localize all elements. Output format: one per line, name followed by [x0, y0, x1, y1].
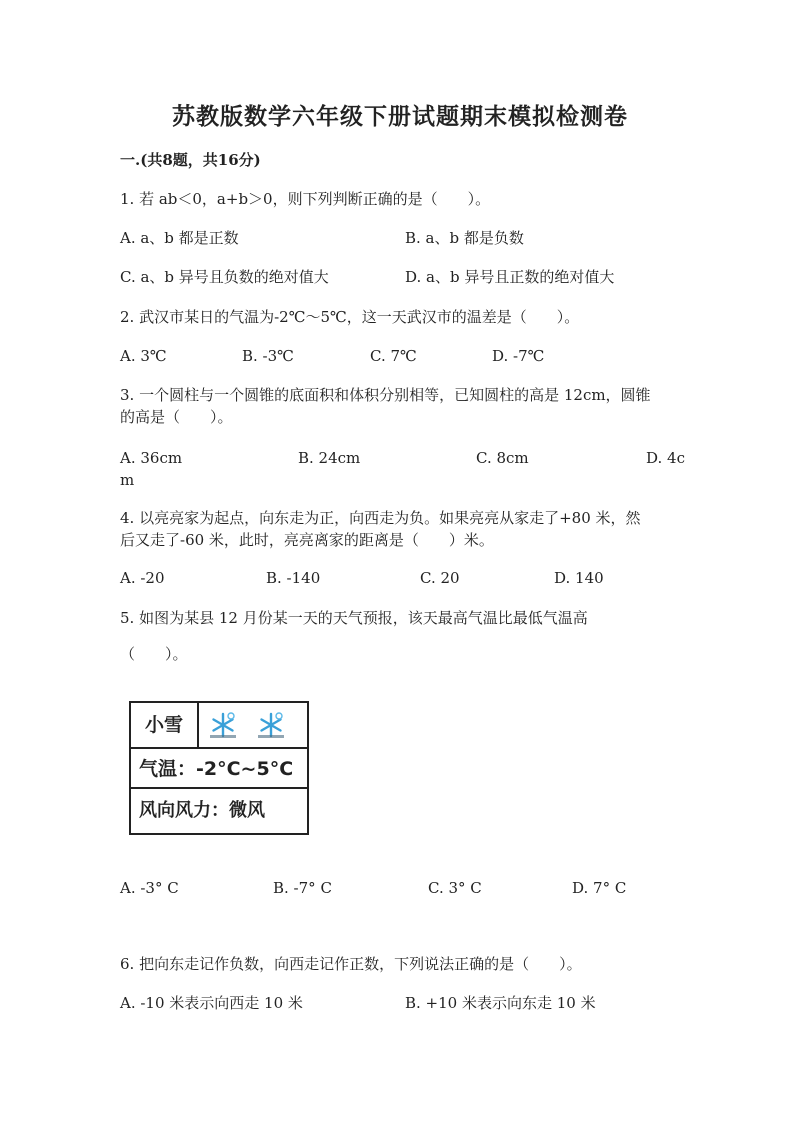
q2-option-c: C. 7℃ — [370, 347, 417, 365]
question-3-line-2: 的高是（ ）。 — [120, 408, 233, 426]
q1-option-a: A. a、b 都是正数 — [120, 229, 239, 247]
q5-option-b: B. -7° C — [273, 879, 332, 897]
question-6: 6. 把向东走记作负数，向西走记作正数，下列说法正确的是（ ）。 — [120, 955, 582, 973]
q5-option-c: C. 3° C — [428, 879, 482, 897]
q2-option-d: D. -7℃ — [492, 347, 545, 365]
q1-option-b: B. a、b 都是负数 — [405, 229, 524, 247]
question-1: 1. 若 ab＜0，a+b＞0，则下列判断正确的是（ ）。 — [120, 190, 491, 208]
question-5-line-2: （ ）。 — [120, 645, 188, 663]
q3-option-b: B. 24cm — [298, 449, 361, 467]
q1-option-c: C. a、b 异号且负数的绝对值大 — [120, 268, 329, 286]
weather-label: 小雪 — [131, 703, 199, 747]
weather-row — [131, 703, 307, 749]
q5-option-d: D. 7° C — [572, 879, 627, 897]
q5-option-a: A. -3° C — [120, 879, 179, 897]
q3-option-a: A. 36cm — [120, 449, 183, 467]
q2-option-b: B. -3℃ — [242, 347, 294, 365]
q4-option-a: A. -20 — [120, 569, 165, 587]
q6-option-a: A. -10 米表示向西走 10 米 — [120, 994, 303, 1012]
question-2: 2. 武汉市某日的气温为-2℃～5℃，这一天武汉市的温差是（ ）。 — [120, 308, 580, 326]
question-4-line-2: 后又走了-60 米，此时，亮亮离家的距离是（ ）米。 — [120, 531, 494, 549]
question-4-line-1: 4. 以亮亮家为起点，向东走为正，向西走为负。如果亮亮从家走了+80 米，然 — [120, 509, 641, 527]
snowflake-icon — [255, 709, 287, 741]
temperature-row: 气温：-2°C~5°C — [131, 749, 307, 789]
q3-option-c: C. 8cm — [476, 449, 529, 467]
weather-icons — [199, 703, 307, 747]
page-title: 苏教版数学六年级下册试题期末模拟检测卷 — [172, 104, 628, 130]
question-5-line-1: 5. 如图为某县 12 月份某一天的天气预报，该天最高气温比最低气温高 — [120, 609, 588, 627]
q1-option-d: D. a、b 异号且正数的绝对值大 — [405, 268, 615, 286]
q4-option-c: C. 20 — [420, 569, 460, 587]
q6-option-b: B. +10 米表示向东走 10 米 — [405, 994, 596, 1012]
question-3-line-1: 3. 一个圆柱与一个圆锥的底面积和体积分别相等，已知圆柱的高是 12cm，圆锥 — [120, 386, 651, 404]
q3-option-d-wrap: m — [120, 471, 135, 489]
weather-card — [129, 701, 309, 835]
q4-option-b: B. -140 — [266, 569, 321, 587]
q4-option-d: D. 140 — [554, 569, 604, 587]
q3-option-d: D. 4c — [646, 449, 685, 467]
q2-option-a: A. 3℃ — [120, 347, 167, 365]
section-header: 一.(共8题，共16分) — [120, 151, 261, 169]
wind-row: 风向风力：微风 — [139, 800, 265, 821]
snowflake-icon — [207, 709, 239, 741]
